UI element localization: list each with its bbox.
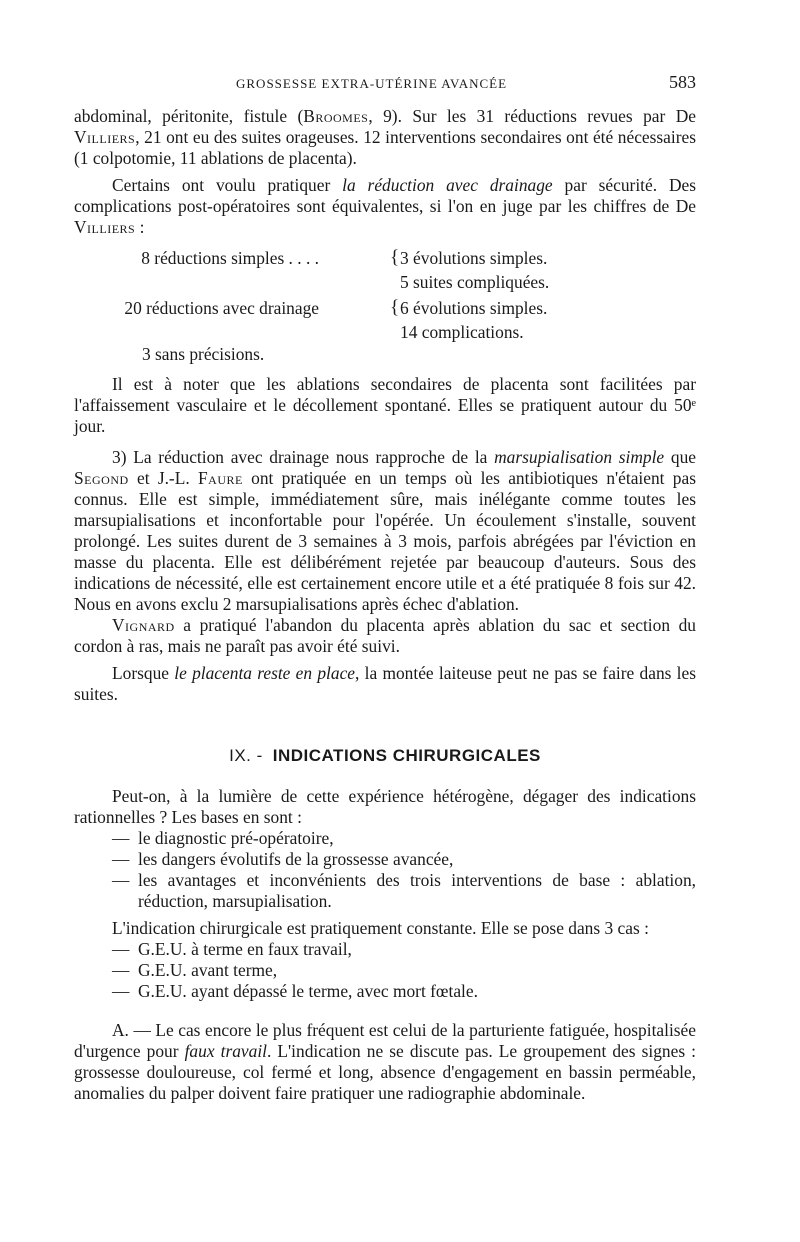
list-item: — G.E.U. à terme en faux travail,	[112, 939, 352, 959]
stats-row5-left: 3 sans précisions.	[142, 344, 265, 364]
brace-bottom: {	[390, 297, 400, 318]
paragraph-placenta: Lorsque le placenta reste en place, la montée laiteuse peut ne pas se faire dans les suites.	[74, 663, 696, 704]
paragraph-continuation: abdominal, péritonite, fistule (Broomes, 9). Sur les 31 réductions revues par De Villiers, 21 ont eu des suites orageuses. 12 interventions secondaires ont été nécessaires (1 colpotomie, 11 ablations de placenta).	[74, 106, 696, 168]
bases-list	[74, 828, 696, 912]
running-title: GROSSESSE EXTRA-UTÉRINE AVANCÉE	[236, 76, 508, 91]
list-item: — les dangers évolutifs de la grossesse avancée,	[112, 849, 454, 869]
paragraph-drainage: Certains ont voulu pratiquer la réduction avec drainage par sécurité. Des complications post-opératoires sont équivalentes, si l'on en juge par les chiffres de De Villiers :	[74, 175, 697, 237]
stats-row2-right: 5 suites compliquées.	[400, 272, 550, 292]
paragraph-vignard: Vignard a pratiqué l'abandon du placenta après ablation du sac et section du cordon à ras, mais ne paraît pas avoir été suivi.	[74, 615, 696, 656]
paragraph-indication: L'indication chirurgicale est pratiquement constante. Elle se pose dans 3 cas :	[112, 918, 649, 938]
list-item: — le diagnostic pré-opératoire,	[112, 828, 334, 848]
page-number: 583	[669, 72, 696, 92]
cases-list	[74, 939, 696, 1002]
page-body	[74, 106, 696, 1104]
stats-row1-right: 3 évolutions simples.	[400, 248, 548, 268]
list-item: — les avantages et inconvénients des trois interventions de base : ablation, réduction, marsupialisation.	[112, 870, 696, 911]
brace-top: {	[390, 247, 400, 268]
paragraph-question: Peut-on, à la lumière de cette expérience hétérogène, dégager des indications rationnelles ? Les bases en sont :	[74, 786, 696, 827]
stats-row4-right: 14 complications.	[400, 322, 524, 342]
list-item: — G.E.U. ayant dépassé le terme, avec mort fœtale.	[112, 981, 478, 1001]
paragraph-case-a: A. — Le cas encore le plus fréquent est celui de la parturiente fatiguée, hospitalisée d'urgence pour faux travail. L'indication ne se discute pas. Le groupement des signes : grossesse douloureuse, col fermé et long, absence d'engagement en bassin perméable, anomalies du palper doivent faire pratiquer une radiographie abdominale.	[74, 1020, 696, 1103]
list-item: — G.E.U. avant terme,	[112, 960, 278, 980]
paragraph-marsupialisation: 3) La réduction avec drainage nous rapproche de la marsupialisation simple que Segond et J.-L. Faure ont pratiquée en un temps où les antibiotiques n'étaient pas connus. Elle est simple, immédiatement sûre, mais inélégante comme toutes les marsupialisations et inconfortable pour l'opérée. Un écoulement s'installe, souvent prolongé. Les suites durent de 3 semaines à 3 mois, parfois abrégées par l'éviction en masse du placenta. Elle est délibérément rejetée par beaucoup d'auteurs. Sous des indications de nécessité, elle est certainement encore utile et a été pratiquée 8 fois sur 42. Nous en avons exclu 2 marsupialisations après échec d'ablation.	[74, 447, 696, 614]
statistics-block	[74, 246, 696, 364]
paragraph-ablations: Il est à noter que les ablations secondaires de placenta sont facilitées par l'affaissement vasculaire et le décollement spontané. Elles se pratiquent autour du 50ᵉ jour.	[74, 374, 696, 436]
section-heading	[74, 745, 696, 766]
stats-row3-right: 6 évolutions simples.	[400, 298, 548, 318]
page-header	[74, 72, 696, 96]
stats-row1-left: 8 réductions simples . . . .	[141, 248, 319, 268]
stats-row3-left: 20 réductions avec drainage	[124, 298, 319, 318]
section-number: IX. -	[229, 746, 263, 765]
section-title: INDICATIONS CHIRURGICALES	[272, 746, 541, 765]
